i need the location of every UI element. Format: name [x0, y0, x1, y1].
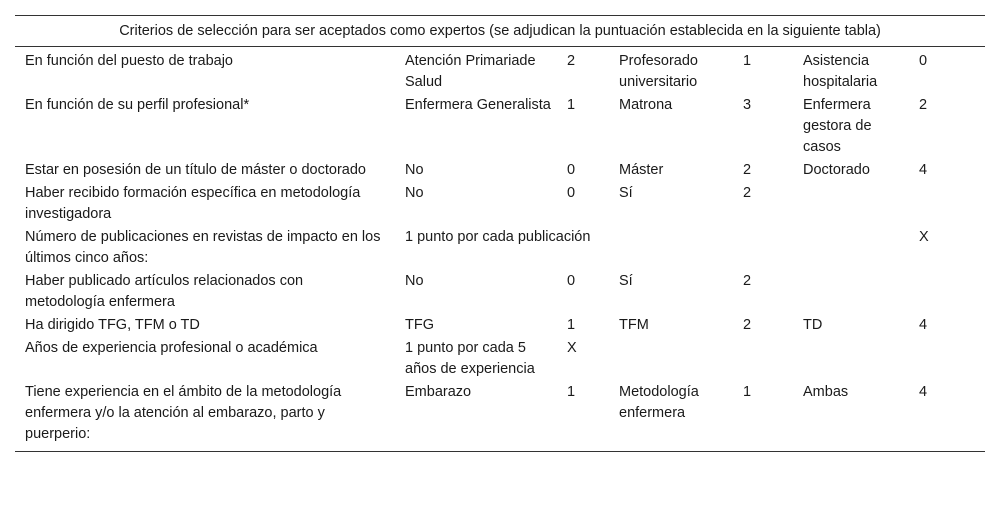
option-3-cell: TD — [803, 317, 823, 333]
table-row — [15, 314, 985, 337]
option-3-cell: Enfermera gestora de casos — [803, 97, 872, 155]
points-1-cell: 1 — [567, 97, 576, 113]
criteria-table — [15, 15, 985, 452]
option-2-cell: Metodología enfermera — [609, 381, 743, 452]
option-2-cell — [609, 337, 743, 381]
criterion-cell: Ha dirigido TFG, TFM o TD — [25, 317, 200, 333]
option-3-cell: Doctorado — [803, 162, 870, 178]
points-1-cell: 0 — [567, 185, 576, 201]
criterion-cell: Haber recibido formación específica en metodología investigadora — [25, 185, 361, 222]
points-2-cell: 1 — [743, 53, 752, 69]
points-3-cell: 2 — [919, 97, 928, 113]
points-1-cell: 0 — [567, 273, 576, 289]
criterion-cell: Tiene experiencia en el ámbito de la metodología enfermera y/o la atención al embarazo, parto y puerperio: — [15, 381, 395, 452]
table-body — [15, 47, 985, 452]
option-3-cell — [793, 337, 919, 381]
option-2-cell: Máster — [619, 162, 664, 178]
criterion-cell: Haber publicado artículos relacionados con metodología enfermera — [25, 273, 304, 310]
table-caption-row — [15, 16, 985, 47]
option-1-cell: No — [405, 162, 424, 178]
option-3-cell — [793, 182, 919, 226]
option-2-cell: Sí — [619, 273, 633, 289]
points-2-cell: 2 — [743, 185, 752, 201]
option-1-cell: No — [405, 185, 424, 201]
option-2-cell: TFM — [619, 317, 649, 333]
points-3-cell: X — [919, 229, 929, 245]
table-caption: Criterios de selección para ser aceptados como expertos (se adjudican la puntuación establecida en la siguiente tabla) — [15, 16, 985, 47]
option-1-cell: No — [405, 273, 424, 289]
option-2-cell: Profesorado universitario — [619, 53, 698, 90]
points-3-cell: 0 — [919, 53, 928, 69]
option-1-cell: 1 punto por cada 5 años de experiencia — [405, 340, 535, 377]
option-3-cell — [793, 270, 919, 314]
points-2-cell: 2 — [743, 273, 752, 289]
points-1-cell: 0 — [567, 162, 576, 178]
table-row — [15, 47, 985, 95]
table-row — [15, 182, 985, 226]
points-1-cell: 1 — [567, 381, 609, 452]
points-3-cell: 4 — [919, 317, 928, 333]
points-3-cell — [919, 337, 985, 381]
table-row — [15, 94, 985, 159]
option-2-cell: Matrona — [619, 97, 673, 113]
table-row — [15, 270, 985, 314]
criterion-cell: Estar en posesión de un título de máster o doctorado — [25, 162, 366, 178]
table-row — [15, 337, 985, 381]
option-1-cell: Enfermera Generalista — [405, 97, 551, 113]
points-2-cell: 3 — [743, 97, 752, 113]
criteria-table-container — [15, 15, 985, 452]
option-1-cell: TFG — [405, 317, 434, 333]
criterion-cell: Años de experiencia profesional o académica — [25, 340, 318, 356]
points-3-cell — [919, 182, 985, 226]
criterion-cell: Número de publicaciones en revistas de impacto en los últimos cinco años: — [25, 229, 381, 266]
option-3-cell: Asistencia hospitalaria — [803, 53, 878, 90]
points-2-cell: 2 — [743, 162, 752, 178]
points-2-cell: 2 — [743, 317, 752, 333]
table-row — [15, 226, 985, 270]
criterion-cell: En función de su perfil profesional* — [25, 97, 250, 113]
option-1-cell: 1 punto por cada publicación — [405, 229, 591, 245]
option-1-cell: Atención Primariade Salud — [405, 53, 536, 90]
points-2-cell — [743, 337, 793, 381]
points-1-cell: 1 — [567, 317, 576, 333]
criterion-cell: En función del puesto de trabajo — [25, 53, 233, 69]
option-3-cell: Ambas — [793, 381, 919, 452]
points-1-cell: 2 — [567, 53, 576, 69]
points-3-cell: 4 — [919, 381, 985, 452]
table-row — [15, 381, 985, 452]
points-3-cell — [919, 270, 985, 314]
points-3-cell: 4 — [919, 162, 928, 178]
points-2-cell: 1 — [743, 381, 793, 452]
option-2-cell: Sí — [619, 185, 633, 201]
table-row — [15, 159, 985, 182]
points-1-cell: X — [567, 340, 577, 356]
option-1-cell: Embarazo — [395, 381, 567, 452]
